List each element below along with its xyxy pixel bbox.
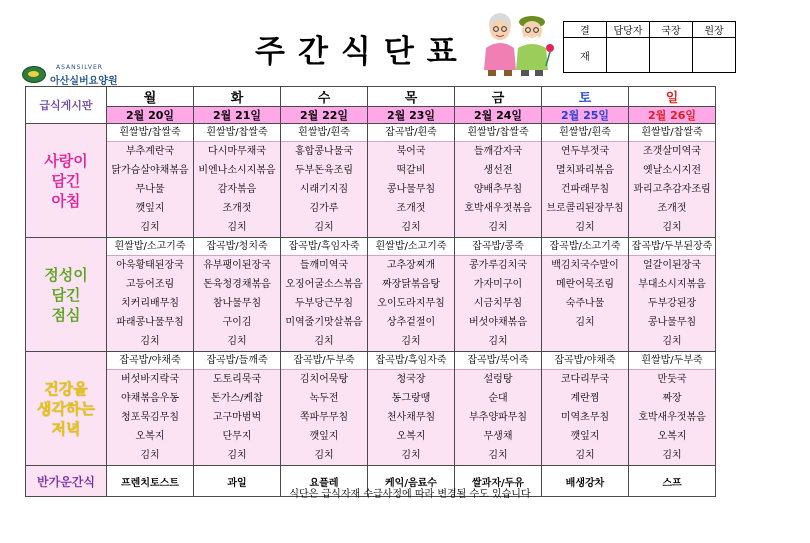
page-title: 주간식단표 [255,34,470,70]
dinner-cell-sat [542,352,629,466]
approval-sign-staff [607,38,650,73]
dish-item: 김가루 [309,203,339,214]
staple-item: 잡곡밥/야채죽 [107,352,193,370]
lunch-label: 정성이 담긴 점심 [44,265,88,324]
staple-item: 흰쌀밥/두부죽 [629,352,715,370]
breakfast-cell-tue [194,124,281,238]
staple-item: 잡곡밥/청치죽 [194,238,280,256]
dish-item: 호박새우젓볶음 [464,203,532,214]
dish-item: 코다리무국 [560,374,610,385]
approval-role-director: 국장 [650,22,693,38]
dish-item: 브로콜리된장무침 [546,203,624,214]
dish-item: 멸치꽈리볶음 [556,165,614,176]
dish-item: 치커리배무침 [121,298,179,309]
dish-item: 미역줄기맛살볶음 [285,317,363,328]
dish-item: 연두부젓국 [560,146,610,157]
dish-item: 김치 [488,450,508,461]
dish-item: 김치 [662,336,682,347]
dish-item [542,332,628,351]
snack-wed: 요플레 [281,466,368,497]
dish-item: 오징어굴소스볶음 [285,279,363,290]
dish-item: 김치 [401,450,421,461]
dish-item: 김치 [140,450,160,461]
dish-item: 다시마무채국 [208,146,266,157]
weekday-sun: 일 [629,87,716,107]
weekday-tue: 화 [194,87,281,107]
dish-item: 김치 [140,336,160,347]
staple-item: 잡곡밥/두부죽 [281,352,367,370]
dish-item: 김치 [575,450,595,461]
staple-item: 잡곡밥/소고기죽 [542,238,628,256]
date-fri: 2월 24일 [455,107,542,124]
dish-item: 청국장 [396,374,426,385]
dish-item: 김치 [227,450,247,461]
dish-item: 고추장찌개 [386,260,436,271]
weekly-menu-table [25,86,716,497]
institution-name-en: ASANSILVER [56,64,103,71]
date-tue: 2월 21일 [194,107,281,124]
dinner-cell-mon [107,352,194,466]
snack-fri: 쌀과자/두유 [455,466,542,497]
staple-item: 흰쌀밥/흰죽 [281,124,367,142]
dish-item: 양배추무침 [473,184,523,195]
lunch-cell-fri [455,238,542,352]
snack-label: 반가운간식 [37,474,95,489]
dish-item: 단무지 [222,431,252,442]
date-mon: 2월 20일 [107,107,194,124]
staple-item: 흰쌀밥/찹쌀죽 [455,124,541,142]
dish-item: 야채볶음우동 [121,393,179,404]
staple-item: 흰쌀밥/소고기죽 [368,238,454,256]
dish-item: 생선전 [483,165,513,176]
dinner-cell-wed [281,352,368,466]
date-sat: 2월 25일 [542,107,629,124]
dish-item: 감자볶음 [217,184,257,195]
weekday-wed: 수 [281,87,368,107]
weekday-row [26,87,716,107]
dish-item: 김치 [227,336,247,347]
dish-item: 버섯야채볶음 [469,317,527,328]
dish-item: 두부당근무침 [295,298,353,309]
dish-item: 청포묵김무침 [121,412,179,423]
dish-item: 상추겉절이 [386,317,436,328]
dish-item: 부추양파무침 [469,412,527,423]
dinner-label: 건강을 생각하는 저녁 [37,379,95,438]
date-wed: 2월 22일 [281,107,368,124]
dish-item: 건파래무침 [560,184,610,195]
lunch-cell-thu [368,238,455,352]
approval-label-bottom: 재 [564,38,607,73]
dish-item: 얼갈이된장국 [643,260,701,271]
dish-item: 조갯살미역국 [643,146,701,157]
snack-sun: 스프 [629,466,716,497]
staple-item: 잡곡밥/콩죽 [455,238,541,256]
dish-item: 메란어묵조림 [556,279,614,290]
staple-item: 잡곡밥/흑임자죽 [281,238,367,256]
dish-item: 들깨감자국 [473,146,523,157]
institution-emblem-icon [22,66,46,83]
dinner-row [26,352,716,466]
dish-item: 오이도라지무침 [377,298,445,309]
dish-item: 미역초무침 [560,412,610,423]
date-sun: 2월 26일 [629,107,716,124]
dish-item: 꽈리고추감자조림 [633,184,711,195]
snack-tue: 과일 [194,466,281,497]
dish-item: 콩나물무침 [647,317,697,328]
dish-item: 아욱황태된장국 [116,260,184,271]
staple-item: 잡곡밥/두부된장죽 [629,238,715,256]
dinner-cell-fri [455,352,542,466]
dish-item: 김치 [314,222,334,233]
dish-item: 구이김 [222,317,252,328]
dish-item: 시금치무침 [473,298,523,309]
dish-item: 가자미구이 [473,279,523,290]
dish-item: 옛날소시지전 [643,165,701,176]
dish-item: 김치 [662,222,682,233]
dinner-cell-thu [368,352,455,466]
lunch-cell-sat [542,238,629,352]
staple-item: 잡곡밥/흑임자죽 [368,352,454,370]
dish-item: 숙주나물 [565,298,605,309]
breakfast-cell-sun [629,124,716,238]
dish-item: 두부강된장 [647,298,697,309]
weekday-mon: 월 [107,87,194,107]
dish-item: 동그랑땡 [391,393,431,404]
lunch-cell-mon [107,238,194,352]
breakfast-label: 사랑이 담긴 아침 [44,151,88,210]
dish-item: 김치 [575,317,595,328]
lunch-cell-tue [194,238,281,352]
elderly-couple-illustration [474,8,560,80]
dish-item: 참나물무침 [212,298,262,309]
date-thu: 2월 23일 [368,107,455,124]
dish-item: 오복지 [657,431,687,442]
breakfast-cell-wed [281,124,368,238]
dinner-label-cell [26,352,107,466]
dish-item: 떡갈비 [396,165,426,176]
dish-item: 닭가슴살야채볶음 [111,165,189,176]
staple-item: 흰쌀밥/찹쌀죽 [107,124,193,142]
dish-item: 깻잎지 [570,431,600,442]
dish-item: 김치 [140,222,160,233]
dish-item: 콩가루김치국 [469,260,527,271]
dish-item: 오복지 [135,431,165,442]
approval-box [563,21,736,73]
dish-item: 오복지 [396,431,426,442]
dinner-cell-sun [629,352,716,466]
approval-sign-director [650,38,693,73]
dish-item: 깻잎지 [309,431,339,442]
dish-item: 고구마범벅 [212,412,262,423]
lunch-label-cell [26,238,107,352]
dish-item: 김치 [488,336,508,347]
dish-item: 유부팽이된장국 [203,260,271,271]
breakfast-cell-thu [368,124,455,238]
dish-item: 부추계란국 [125,146,175,157]
staple-item: 잡곡밥/흰죽 [368,124,454,142]
dish-item: 조개젓 [396,203,426,214]
dish-item: 설렁탕 [483,374,513,385]
approval-sign-head [693,38,736,73]
dish-item: 도토리묵국 [212,374,262,385]
dish-item: 짜장 [662,393,682,404]
weekday-thu: 목 [368,87,455,107]
dish-item: 김치 [314,450,334,461]
institution-logo [22,64,132,86]
bulletin-label: 급식게시판 [39,99,93,112]
breakfast-row [26,124,716,238]
snack-thu: 케익/음료수 [368,466,455,497]
date-row [26,107,716,124]
dish-item: 콩나물무침 [386,184,436,195]
approval-role-head: 원장 [693,22,736,38]
dish-item: 김치 [662,450,682,461]
staple-item: 흰쌀밥/찹쌀죽 [194,124,280,142]
dish-item: 돈육청경채볶음 [203,279,271,290]
dinner-cell-tue [194,352,281,466]
breakfast-cell-sat [542,124,629,238]
dish-item: 녹두전 [309,393,339,404]
dish-item: 북어국 [396,146,426,157]
weekday-fri: 금 [455,87,542,107]
breakfast-label-cell [26,124,107,238]
dish-item: 호박새우젓볶음 [638,412,706,423]
menu-footnote: 식단은 급식자재 수급사정에 따라 변경될 수도 있습니다 [289,489,531,500]
dish-item: 무생채 [483,431,513,442]
staple-item: 잡곡밥/북어죽 [455,352,541,370]
dish-item: 김치 [227,222,247,233]
dish-item: 쪽파무무침 [299,412,349,423]
dish-item: 고등어조림 [125,279,175,290]
dish-item: 김치어묵탕 [299,374,349,385]
approval-label-top: 결 [564,22,607,38]
staple-item: 흰쌀밥/찹쌀죽 [629,124,715,142]
staple-item: 흰쌀밥/흰죽 [542,124,628,142]
lunch-cell-wed [281,238,368,352]
dish-item: 돈가스/케찹 [211,393,263,404]
dish-item: 백김치국수말이 [551,260,619,271]
lunch-row [26,238,716,352]
dish-item: 버섯바지락국 [121,374,179,385]
snack-sat: 배생강차 [542,466,629,497]
breakfast-cell-mon [107,124,194,238]
weekday-sat: 토 [542,87,629,107]
staple-item: 잡곡밥/야채죽 [542,352,628,370]
dish-item: 조개젓 [222,203,252,214]
dish-item: 조개젓 [657,203,687,214]
breakfast-cell-fri [455,124,542,238]
dish-item: 부대소시지볶음 [638,279,706,290]
dish-item: 김치 [401,222,421,233]
dish-item: 만둣국 [657,374,687,385]
dish-item: 시래기지짐 [299,184,349,195]
dish-item: 들깨미역국 [299,260,349,271]
dish-item: 천사채무침 [386,412,436,423]
dish-item: 김치 [314,336,334,347]
staple-item: 잡곡밥/들깨죽 [194,352,280,370]
bulletin-label-cell [26,87,107,124]
dish-item: 깻잎지 [135,203,165,214]
dish-item: 김치 [575,222,595,233]
dish-item: 비엔나소시지볶음 [198,165,276,176]
lunch-cell-sun [629,238,716,352]
dish-item: 파래콩나물무침 [116,317,184,328]
dish-item: 무나물 [135,184,165,195]
dish-item: 두부돈육조림 [295,165,353,176]
snack-mon: 프렌치토스트 [107,466,194,497]
dish-item: 홍합콩나물국 [295,146,353,157]
dish-item: 짜장닭볶음탕 [382,279,440,290]
institution-name-ko: 아산실버요양원 [50,76,118,87]
dish-item: 순대 [488,393,508,404]
dish-item: 계란찜 [570,393,600,404]
staple-item: 흰쌀밥/소고기죽 [107,238,193,256]
dish-item: 김치 [401,336,421,347]
dish-item: 김치 [488,222,508,233]
approval-role-staff: 담당자 [607,22,650,38]
